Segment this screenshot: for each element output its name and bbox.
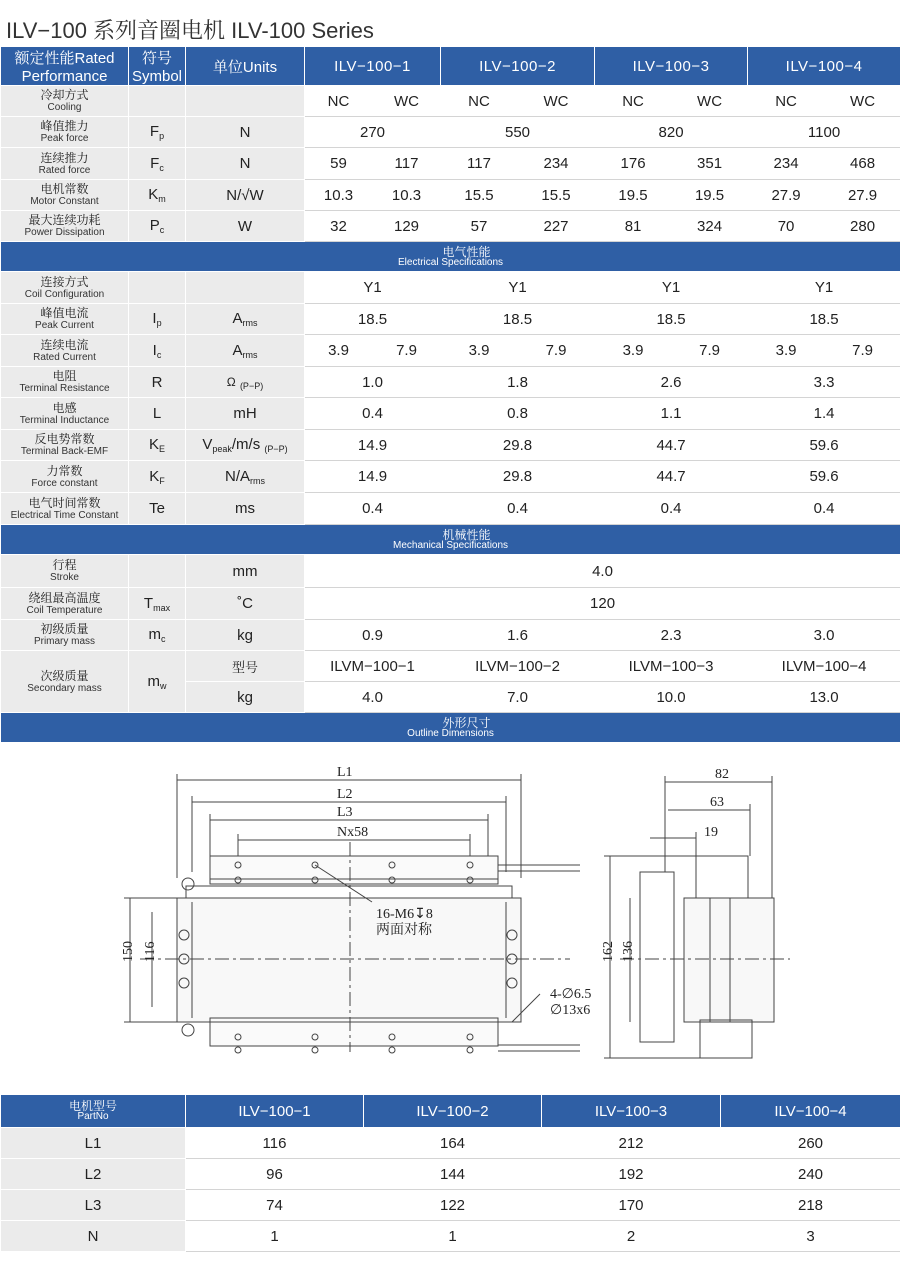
cell: 192 [542, 1159, 721, 1190]
cell: 44.7 [595, 461, 748, 493]
cell: 1 [364, 1221, 542, 1252]
cell: 3.9 [305, 335, 373, 367]
row-resistance [1, 367, 900, 398]
row-unit: ms [186, 493, 305, 525]
row-symbol: $F_c$ [129, 148, 186, 180]
cell: 0.4 [595, 493, 748, 525]
dim-label-n58: Nx58 [337, 825, 369, 840]
header-units: 单位Units [186, 47, 305, 86]
cell: 10.3 [373, 180, 441, 211]
cell: 820 [595, 117, 748, 148]
cell: 15.5 [518, 180, 595, 211]
section-outline [1, 713, 900, 743]
cell: 14.9 [305, 461, 441, 493]
row-label: 次级质量 Secondary mass [1, 651, 129, 713]
row-label: 绕组最高温度 Coil Temperature [1, 588, 129, 620]
cell: 164 [364, 1128, 542, 1159]
row-motor-constant [1, 180, 900, 211]
row-label: 行程 Stroke [1, 555, 129, 588]
spec-header-row [1, 47, 900, 86]
row-unit: mH [186, 398, 305, 430]
cell: 70 [748, 211, 825, 242]
cell: 81 [595, 211, 672, 242]
row-label: 初级质量 Primary mass [1, 620, 129, 651]
cell: WC [518, 86, 595, 117]
dim-label-63: 63 [710, 795, 724, 810]
header-model-4: ILV−100−4 [748, 47, 900, 86]
cell: WC [825, 86, 900, 117]
row-coil-config [1, 272, 900, 304]
cell: 3.3 [748, 367, 900, 398]
row-label: 电阻 Terminal Resistance [1, 367, 129, 398]
dim-header-model: ILV−100−4 [721, 1095, 900, 1128]
cell: 117 [441, 148, 518, 180]
cell: 122 [364, 1190, 542, 1221]
row-label: 峰值推力 Peak force [1, 117, 129, 148]
cell: 1100 [748, 117, 900, 148]
row-unit: kg [186, 620, 305, 651]
cell: 280 [825, 211, 900, 242]
cell: 270 [305, 117, 441, 148]
row-stroke [1, 555, 900, 588]
page-title: ILV−100 系列音圈电机 ILV-100 Series [6, 18, 374, 43]
dim-row-n [1, 1221, 900, 1252]
row-symbol: $m_w$ [129, 651, 186, 713]
dim-label-holes: 16-M6↧8 [376, 907, 433, 922]
dim-header-row [1, 1095, 900, 1128]
row-label: 连续电流 Rated Current [1, 335, 129, 367]
row-label: 电气时间常数 Electrical Time Constant [1, 493, 129, 525]
cell: 29.8 [441, 430, 595, 461]
row-power-dissipation [1, 211, 900, 242]
cell: 27.9 [825, 180, 900, 211]
cell: 19.5 [672, 180, 748, 211]
cell: ILVM−100−3 [595, 651, 748, 682]
cell: 59.6 [748, 430, 900, 461]
row-force-constant [1, 461, 900, 493]
cell: 2 [542, 1221, 721, 1252]
cell: 27.9 [748, 180, 825, 211]
dim-header-partno: 电机型号 PartNo [1, 1095, 186, 1128]
row-cooling [1, 86, 900, 117]
dim-label-162: 162 [601, 941, 616, 962]
cell: 1.6 [441, 620, 595, 651]
cell: 18.5 [305, 304, 441, 335]
cell: 2.6 [595, 367, 748, 398]
dim-row-label: L2 [1, 1159, 186, 1190]
cell: 550 [441, 117, 595, 148]
row-unit: mm [186, 555, 305, 588]
cell: ILVM−100−2 [441, 651, 595, 682]
cell: 218 [721, 1190, 900, 1221]
dim-label-mount-cb: ∅13x6 [550, 1003, 591, 1018]
row-inductance [1, 398, 900, 430]
row-unit: $N/A_{rms}$ [186, 461, 305, 493]
dim-label-136: 136 [621, 941, 636, 962]
cell: 234 [748, 148, 825, 180]
cell: 227 [518, 211, 595, 242]
cell: Y1 [595, 272, 748, 304]
row-symbol: $T_{max}$ [129, 588, 186, 620]
row-symbol [129, 86, 186, 117]
cell: 10.0 [595, 682, 748, 713]
cell: 15.5 [441, 180, 518, 211]
cell: 19.5 [595, 180, 672, 211]
row-rated-current [1, 335, 900, 367]
section-electrical [1, 242, 900, 272]
spec-table [0, 46, 900, 743]
row-unit: 型号 [186, 651, 305, 682]
cell: 0.4 [441, 493, 595, 525]
outline-drawing [100, 752, 800, 1072]
row-symbol: $I_p$ [129, 304, 186, 335]
cell: ILVM−100−1 [305, 651, 441, 682]
cell: 7.9 [518, 335, 595, 367]
cell: 468 [825, 148, 900, 180]
cell: 59.6 [748, 461, 900, 493]
dim-label-l1: L1 [337, 765, 353, 780]
cell: 3.9 [441, 335, 518, 367]
row-label: 电机常数 Motor Constant [1, 180, 129, 211]
cell: 59 [305, 148, 373, 180]
dim-header-model: ILV−100−1 [186, 1095, 364, 1128]
cell: 3.9 [595, 335, 672, 367]
dim-label-mount: 4-∅6.5 [550, 987, 592, 1002]
dim-row-l3 [1, 1190, 900, 1221]
dim-row-label: L1 [1, 1128, 186, 1159]
row-unit [186, 86, 305, 117]
row-symbol: R [129, 367, 186, 398]
dim-row-label: N [1, 1221, 186, 1252]
dimension-table [0, 1094, 900, 1252]
cell: 7.9 [825, 335, 900, 367]
row-time-constant [1, 493, 900, 525]
row-symbol: $m_c$ [129, 620, 186, 651]
dim-label-holes-note: 两面对称 [376, 923, 432, 938]
row-label: 力常数 Force constant [1, 461, 129, 493]
cell: 0.4 [748, 493, 900, 525]
row-peak-force [1, 117, 900, 148]
header-model-2: ILV−100−2 [441, 47, 595, 86]
row-rated-force [1, 148, 900, 180]
dim-header-model: ILV−100−2 [364, 1095, 542, 1128]
cell: 18.5 [441, 304, 595, 335]
dim-label-19: 19 [704, 825, 718, 840]
row-unit: $A_{rms}$ [186, 335, 305, 367]
cell: 1.1 [595, 398, 748, 430]
cell: 3.0 [748, 620, 900, 651]
cell: 3.9 [748, 335, 825, 367]
cell: NC [305, 86, 373, 117]
cell: 117 [373, 148, 441, 180]
row-peak-current [1, 304, 900, 335]
cell: ILVM−100−4 [748, 651, 900, 682]
section-mechanical [1, 525, 900, 555]
cell: 4.0 [305, 682, 441, 713]
row-symbol: $K_m$ [129, 180, 186, 211]
dim-label-l2: L2 [337, 787, 353, 802]
cell: 260 [721, 1128, 900, 1159]
cell: 7.0 [441, 682, 595, 713]
row-symbol: $P_c$ [129, 211, 186, 242]
cell: 29.8 [441, 461, 595, 493]
header-performance: 额定性能Rated Performance [1, 47, 129, 86]
row-back-emf [1, 430, 900, 461]
cell: 0.8 [441, 398, 595, 430]
dim-row-l2 [1, 1159, 900, 1190]
cell: 120 [305, 588, 900, 620]
row-label: 连接方式 Coil Configuration [1, 272, 129, 304]
cell: 7.9 [373, 335, 441, 367]
cell: NC [595, 86, 672, 117]
cell: 176 [595, 148, 672, 180]
row-label: 冷却方式 Cooling [1, 86, 129, 117]
header-symbol: 符号Symbol [129, 47, 186, 86]
cell: 32 [305, 211, 373, 242]
row-unit: N/√W [186, 180, 305, 211]
cell: 10.3 [305, 180, 373, 211]
cell: 2.3 [595, 620, 748, 651]
row-primary-mass [1, 620, 900, 651]
cell: 3 [721, 1221, 900, 1252]
cell: 57 [441, 211, 518, 242]
row-unit: ˚C [186, 588, 305, 620]
cell: 0.4 [305, 493, 441, 525]
row-unit: W [186, 211, 305, 242]
cell: 18.5 [595, 304, 748, 335]
dim-row-label: L3 [1, 1190, 186, 1221]
cell: 18.5 [748, 304, 900, 335]
cell: 324 [672, 211, 748, 242]
cell: 1.0 [305, 367, 441, 398]
row-label: 反电势常数 Terminal Back-EMF [1, 430, 129, 461]
header-model-1: ILV−100−1 [305, 47, 441, 86]
section-title: 外形尺寸 Outline Dimensions [1, 713, 900, 743]
row-symbol: $I_c$ [129, 335, 186, 367]
row-symbol: $F_p$ [129, 117, 186, 148]
cell: 4.0 [305, 555, 900, 588]
section-title: 电气性能 Electrical Specifications [1, 242, 900, 272]
cell: 0.4 [305, 398, 441, 430]
row-unit: kg [186, 682, 305, 713]
row-label: 峰值电流 Peak Current [1, 304, 129, 335]
cell: 96 [186, 1159, 364, 1190]
dim-header-model: ILV−100−3 [542, 1095, 721, 1128]
header-model-3: ILV−100−3 [595, 47, 748, 86]
cell: Y1 [305, 272, 441, 304]
cell: 240 [721, 1159, 900, 1190]
cell: WC [373, 86, 441, 117]
row-symbol: $K_F$ [129, 461, 186, 493]
dim-label-l3: L3 [337, 805, 353, 820]
cell: 74 [186, 1190, 364, 1221]
cell: WC [672, 86, 748, 117]
cell: 7.9 [672, 335, 748, 367]
row-label: 连续推力 Rated force [1, 148, 129, 180]
dim-label-116: 116 [143, 941, 158, 962]
cell: 0.9 [305, 620, 441, 651]
row-symbol: L [129, 398, 186, 430]
dim-label-82: 82 [715, 767, 729, 782]
row-secondary-type [1, 651, 900, 682]
row-symbol: Te [129, 493, 186, 525]
row-unit: $V_{peak}/m/s$ $_{(P-P)}$ [186, 430, 305, 461]
row-unit [186, 272, 305, 304]
cell: Y1 [441, 272, 595, 304]
cell: 212 [542, 1128, 721, 1159]
row-symbol [129, 555, 186, 588]
cell: 44.7 [595, 430, 748, 461]
cell: 351 [672, 148, 748, 180]
cell: NC [441, 86, 518, 117]
cell: 234 [518, 148, 595, 180]
row-symbol: $K_E$ [129, 430, 186, 461]
row-label: 电感 Terminal Inductance [1, 398, 129, 430]
row-coil-temp [1, 588, 900, 620]
cell: 129 [373, 211, 441, 242]
row-unit: $A_{rms}$ [186, 304, 305, 335]
cell: NC [748, 86, 825, 117]
row-label: 最大连续功耗 Power Dissipation [1, 211, 129, 242]
row-unit: N [186, 117, 305, 148]
cell: 14.9 [305, 430, 441, 461]
cell: 144 [364, 1159, 542, 1190]
row-symbol [129, 272, 186, 304]
row-unit: N [186, 148, 305, 180]
dim-label-150: 150 [121, 941, 136, 962]
section-title: 机械性能 Mechanical Specifications [1, 525, 900, 555]
cell: 170 [542, 1190, 721, 1221]
cell: 13.0 [748, 682, 900, 713]
cell: 1.4 [748, 398, 900, 430]
row-unit: Ω $_{(P-P)}$ [186, 367, 305, 398]
cell: 1 [186, 1221, 364, 1252]
cell: Y1 [748, 272, 900, 304]
cell: 1.8 [441, 367, 595, 398]
dim-row-l1 [1, 1128, 900, 1159]
cell: 116 [186, 1128, 364, 1159]
